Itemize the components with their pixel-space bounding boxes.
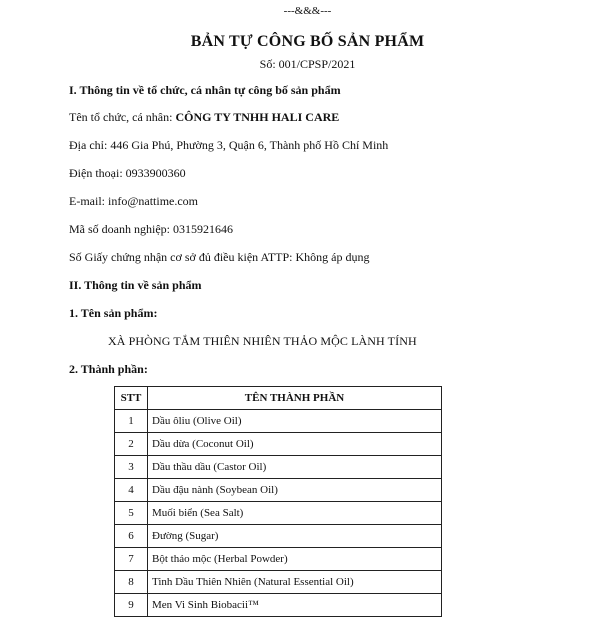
table-row <box>115 548 442 571</box>
org-label: Tên tổ chức, cá nhân: <box>69 110 176 124</box>
table-row <box>115 571 442 594</box>
product-name-label: 1. Tên sản phẩm: <box>69 306 158 320</box>
row-stt: 2 <box>115 433 148 456</box>
table-header-row <box>115 387 442 410</box>
address-line: Địa chỉ: 446 Gia Phú, Phường 3, Quận 6, Thành phố Hồ Chí Minh <box>69 138 389 152</box>
row-name: Bột thảo mộc (Herbal Powder) <box>148 548 442 571</box>
table-row <box>115 479 442 502</box>
row-stt: 1 <box>115 410 148 433</box>
row-name: Dầu thầu dầu (Castor Oil) <box>148 456 442 479</box>
row-name: Dầu dừa (Coconut Oil) <box>148 433 442 456</box>
table-row <box>115 433 442 456</box>
document-title: BẢN TỰ CÔNG BỐ SẢN PHẨM <box>190 33 425 50</box>
row-stt: 9 <box>115 594 148 617</box>
phone-line: Điện thoại: 0933900360 <box>69 166 186 180</box>
org-value: CÔNG TY TNHH HALI CARE <box>175 110 340 124</box>
table-row <box>115 502 442 525</box>
row-name: Dầu ôliu (Olive Oil) <box>148 410 442 433</box>
row-name: Men Vi Sinh Biobacii™ <box>148 594 442 617</box>
section1-heading: I. Thông tin về tổ chức, cá nhân tự công bố sản phẩm <box>69 83 341 97</box>
row-stt: 6 <box>115 525 148 548</box>
top-ornament: ---&&&--- <box>283 5 332 17</box>
document-number: Số: 001/CPSP/2021 <box>259 57 356 71</box>
certificate-line: Số Giấy chứng nhận cơ sở đủ điều kiện ATTP: Không áp dụng <box>69 250 370 264</box>
table-row <box>115 525 442 548</box>
table-row <box>115 594 442 617</box>
section2-heading: II. Thông tin về sản phẩm <box>69 278 202 292</box>
ingredients-label: 2. Thành phần: <box>69 362 148 376</box>
table-row <box>115 456 442 479</box>
table-row <box>115 410 442 433</box>
ingredients-table <box>114 386 442 617</box>
column-header-name: TÊN THÀNH PHẦN <box>148 387 442 410</box>
row-stt: 7 <box>115 548 148 571</box>
row-stt: 8 <box>115 571 148 594</box>
email-line: E-mail: info@nattime.com <box>69 194 199 208</box>
row-name: Muối biển (Sea Salt) <box>148 502 442 525</box>
row-name: Tinh Dầu Thiên Nhiên (Natural Essential Oil) <box>148 571 442 594</box>
row-stt: 3 <box>115 456 148 479</box>
row-stt: 5 <box>115 502 148 525</box>
product-name: XÀ PHÒNG TẮM THIÊN NHIÊN THẢO MỘC LÀNH TÍNH <box>108 334 417 348</box>
column-header-stt: STT <box>115 387 148 410</box>
org-line <box>69 110 339 125</box>
row-name: Dầu đậu nành (Soybean Oil) <box>148 479 442 502</box>
row-name: Đường (Sugar) <box>148 525 442 548</box>
tax-id-line: Mã số doanh nghiệp: 0315921646 <box>69 222 233 236</box>
row-stt: 4 <box>115 479 148 502</box>
